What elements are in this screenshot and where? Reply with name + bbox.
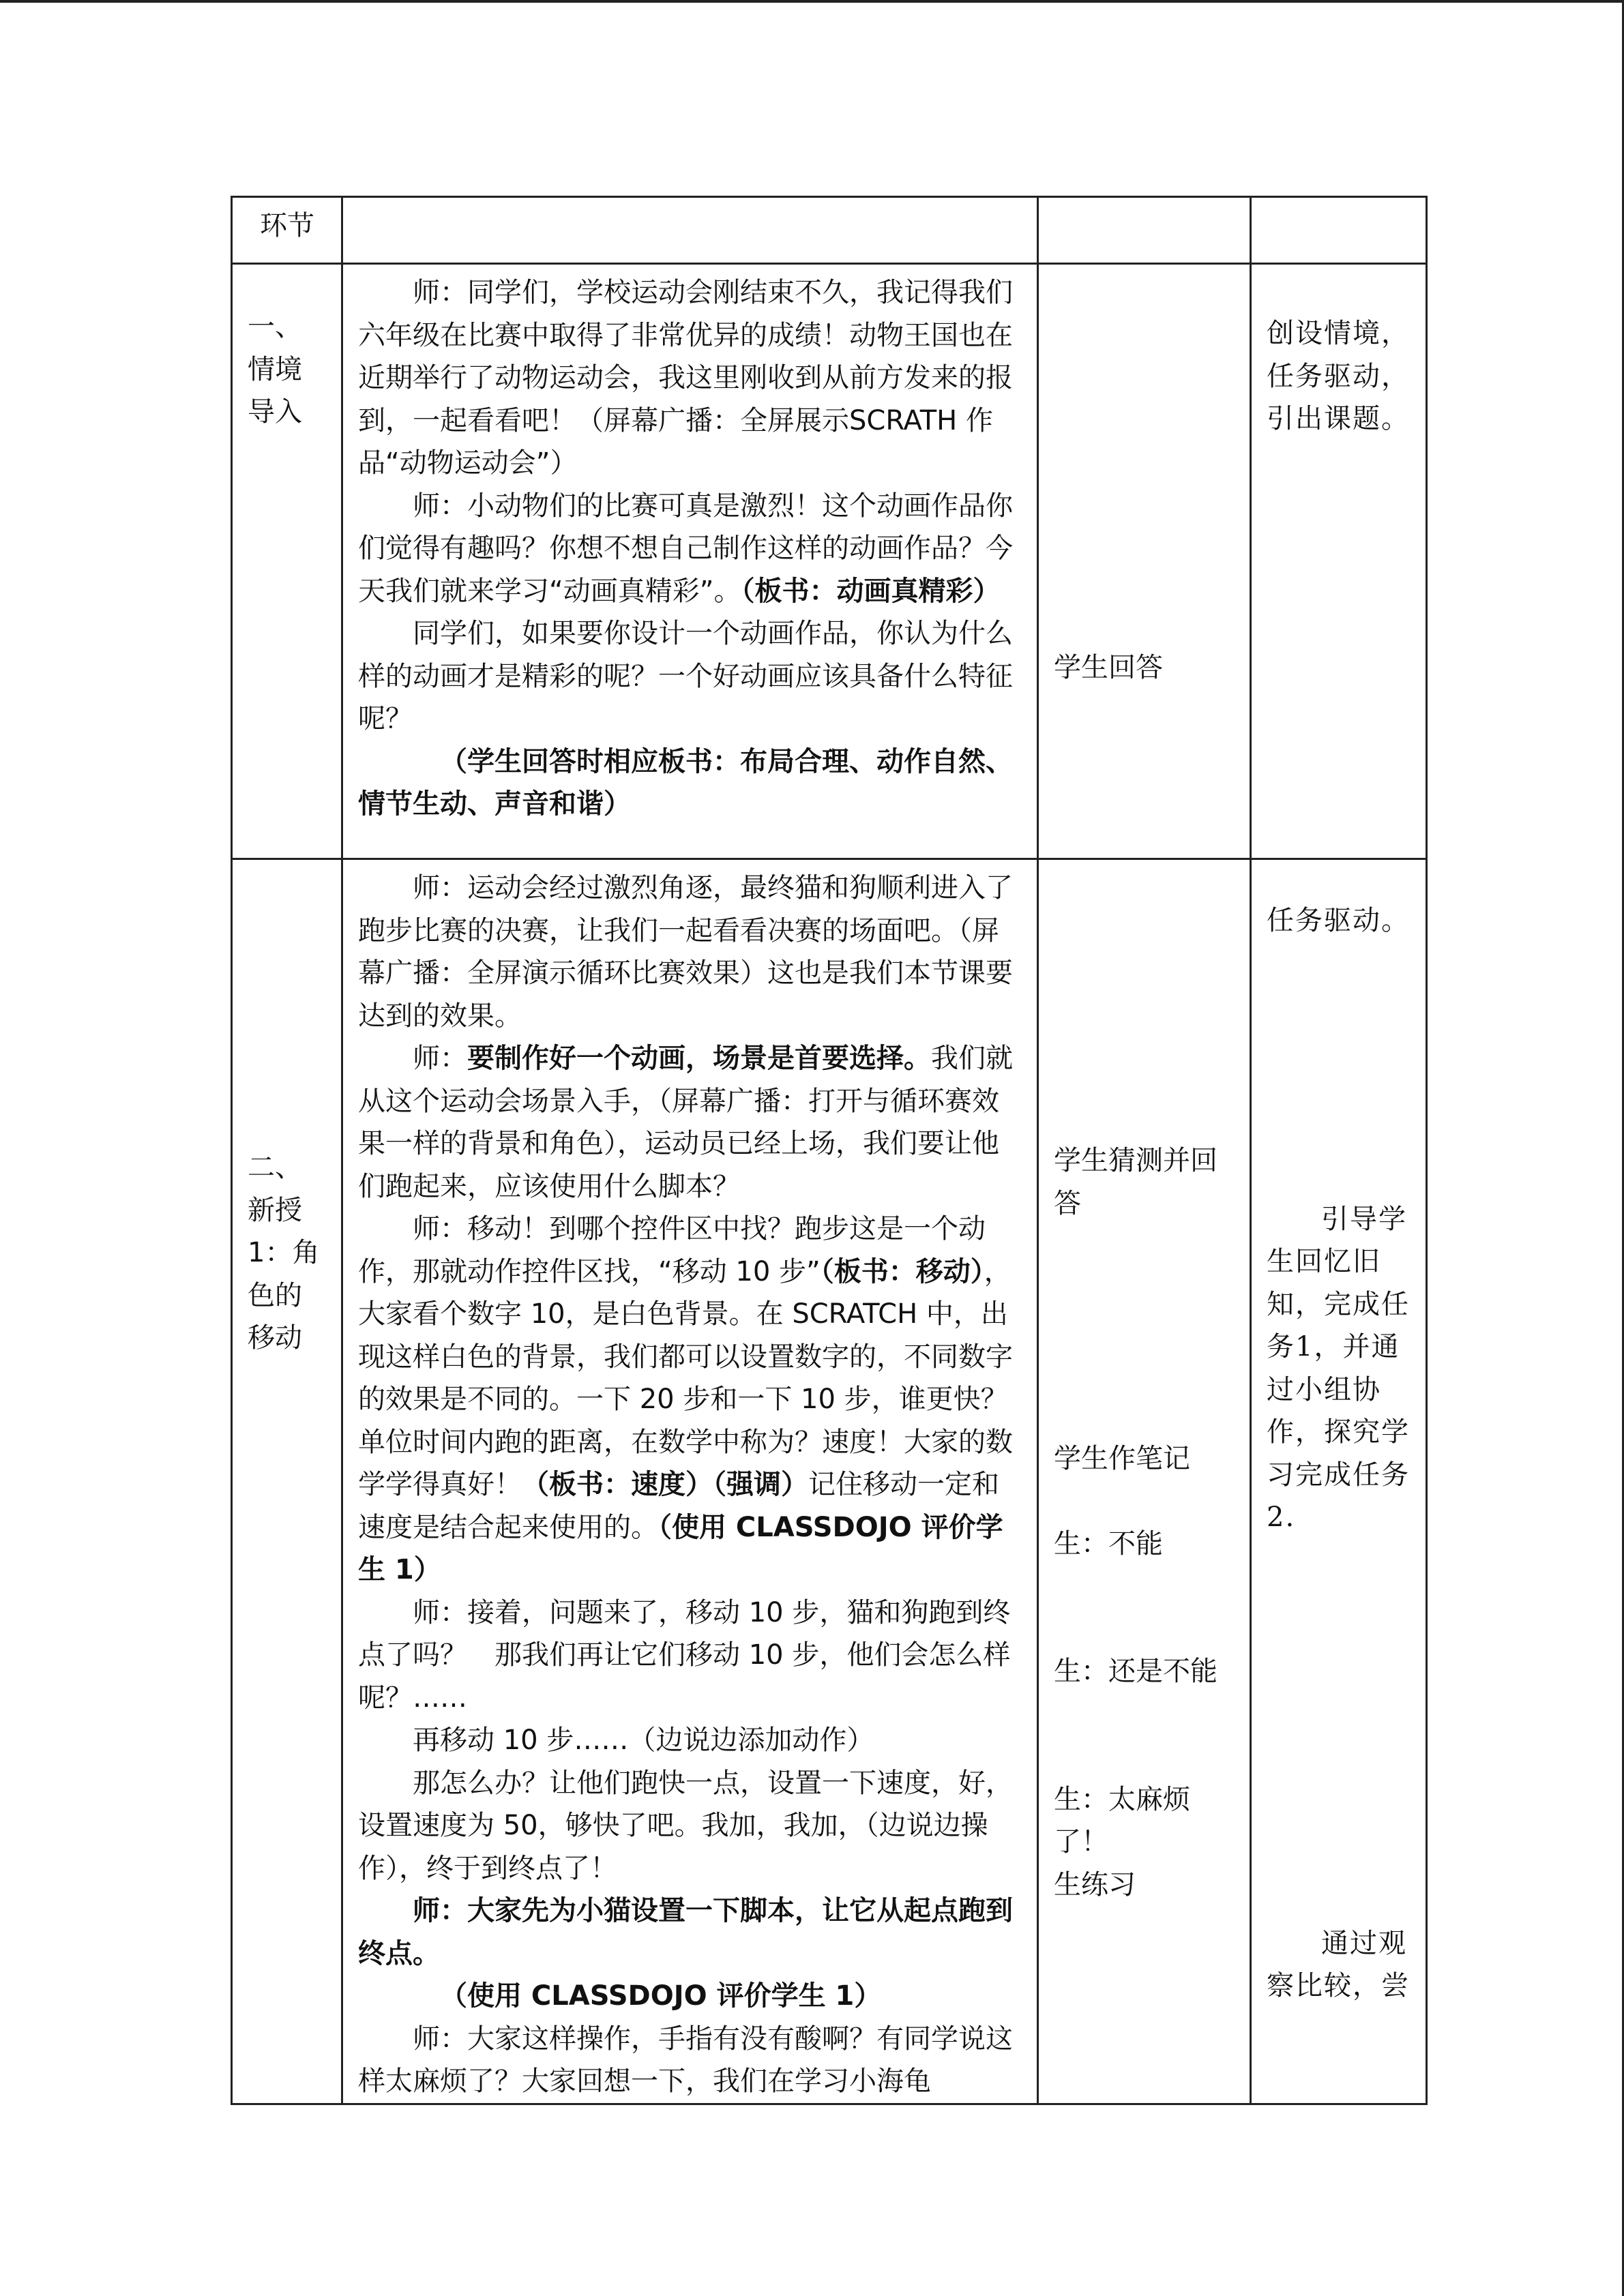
stage-line: 新授 [248,1194,302,1226]
intent-line: 作，探究学 [1267,1416,1410,1448]
intent-line: 任务驱动， [1267,360,1410,392]
stage-cell-new-lesson [232,859,342,2104]
table-header-row [232,197,1427,264]
section-new-lesson-row [232,859,1427,2104]
board-note: （板书：速度）（强调） [522,1469,808,1500]
page-top-border [0,0,1624,3]
teacher-paragraph: 师：大家先为小猫设置一下脚本，让它从起点跑到终点。 [358,1895,1013,1969]
stage-line: 导入 [248,396,302,428]
student-response: 答 [1054,1187,1081,1219]
student-response: 生：太麻烦 [1054,1783,1190,1815]
header-stage-label: 环节 [260,210,314,241]
board-note: （板书：动画真精彩） [741,575,1001,607]
teacher-paragraph: 那怎么办？让他们跑快一点，设置一下速度，好，设置速度为 50，够快了吧。我加，我加，（边说边操作），终于到终点了！ [358,1767,1013,1884]
teacher-paragraph: 师：移动！到哪个控件区中找？跑步这是一个动作，那就动作控件区找，“移动 10 步”（板书：移动），大家看个数字 10，是白色背景。在 SCRATCH 中，出现这样白色的背景，我们都可以设置数字的，不同数字的效果是不同的。一下 20 步和一下 10 步，谁更快？单位时间内跑的距离，在数学中称为？速度！大家的数学学得真好！（板书：速度）（强调）记住移动一定和速度是结合起来使用的。（使用 CLASSDOJO 评价学生 1） [358,1213,1013,1585]
header-stage-cell [232,197,342,264]
stage-line: 情境 [248,353,302,385]
intent-line: 引导学 [1321,1203,1407,1235]
teacher-paragraph: 师：小动物们的比赛可真是激烈！这个动画作品你们觉得有趣吗？你想不想自己制作这样的动画作品？今天我们就来学习“动画真精彩”。（板书：动画真精彩） [358,490,1013,607]
student-response: 学生回答 [1054,652,1163,683]
intent-line: 任务驱动。 [1267,905,1410,936]
student-response: 学生作笔记 [1054,1443,1190,1474]
teacher-paragraph: 师：要制作好一个动画，场景是首要选择。我们就从这个运动会场景入手，（屏幕广播：打开与循环赛效果一样的背景和角色），运动员已经上场，我们要让他们跑起来，应该使用什么脚本？ [358,1043,1013,1202]
student-response: 学生猜测并回 [1054,1145,1217,1176]
student-response: 生：不能 [1054,1527,1163,1560]
intent-line: 习完成任务 [1267,1459,1410,1491]
teacher-paragraph: 师：同学们，学校运动会刚结束不久，我记得我们六年级在比赛中取得了非常优异的成绩！动物王国也在近期举行了动物运动会，我这里刚收到从前方发来的报到，一起看看吧！（屏幕广播：全屏展示SCRATH 作品“动物运动会”） [358,277,1013,479]
stage-cell-intro [232,264,342,859]
intent-line: 2. [1267,1502,1296,1533]
stage-line: 移动 [248,1322,302,1354]
teacher-paragraph: 师：大家这样操作，手指有没有酸啊？有同学说这样太麻烦了？大家回想一下，我们在学习小海龟 [358,2023,1013,2097]
board-note: （学生回答时相应板书：布局合理、动作自然、情节生动、声音和谐） [358,745,1013,820]
student-response: 了！ [1054,1826,1108,1858]
student-activity-cell-intro [1038,264,1251,859]
stage-line: 色的 [248,1279,302,1311]
intent-line: 知，完成任 [1267,1288,1410,1320]
teacher-paragraph: 再移动 10 步……（边说边添加动作） [413,1725,874,1756]
student-activity-cell-new-lesson [1038,859,1251,2104]
stage-line: 二、 [248,1152,302,1183]
intent-line: 通过观 [1321,1927,1407,1959]
teacher-activity-cell-new-lesson [342,859,1038,2104]
lesson-plan-table [231,196,1428,2105]
section-intro-row [232,264,1427,859]
student-response: 生练习 [1054,1868,1136,1900]
evaluation-note: （使用 CLASSDOJO 评价学生 1） [440,1980,882,2012]
intent-line: 创设情境， [1267,318,1410,349]
design-intent-cell-new-lesson [1251,859,1427,2104]
intent-line: 引出课题。 [1267,403,1410,434]
teacher-paragraph: 师：接着，问题来了，移动 10 步，猫和狗跑到终点了吗？ 那我们再让它们移动 10 步，他们会怎么样呢？…… [358,1596,1011,1714]
header-intent-cell [1251,197,1427,264]
key-point: 要制作好一个动画，场景是首要选择。 [467,1043,931,1074]
student-response: 生：还是不能 [1054,1656,1217,1687]
teacher-activity-cell-intro [342,264,1038,859]
intent-line: 生回忆旧 [1267,1246,1381,1277]
header-student-cell [1038,197,1251,264]
board-note: （板书：移动） [820,1255,984,1287]
header-content-cell [342,197,1038,264]
teacher-paragraph: 同学们，如果要你设计一个动画作品，你认为什么样的动画才是精彩的呢？一个好动画应该具备什么特征呢？ [358,618,1013,734]
design-intent-cell-intro [1251,264,1427,859]
intent-line: 务1，并通 [1267,1331,1400,1362]
intent-line: 察比较，尝 [1267,1970,1410,2001]
evaluation-note: （使用 CLASSDOJO 评价学生 1） [358,1511,1003,1585]
stage-line: 1：角 [248,1237,320,1268]
intent-line: 过小组协 [1267,1373,1381,1405]
teacher-paragraph: 师：运动会经过激烈角逐，最终猫和狗顺利进入了跑步比赛的决赛，让我们一起看看决赛的场面吧。（屏幕广播：全屏演示循环比赛效果）这也是我们本节课要达到的效果。 [358,872,1013,1032]
stage-line: 一、 [248,311,302,342]
